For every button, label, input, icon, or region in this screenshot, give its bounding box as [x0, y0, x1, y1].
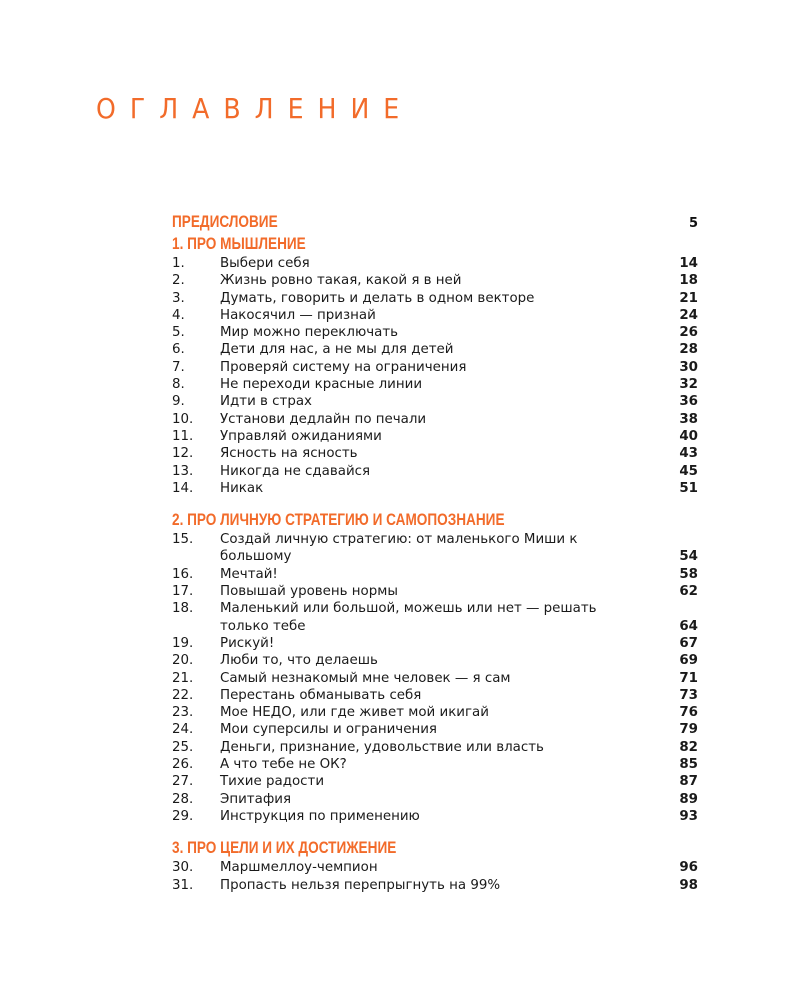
section-heading	[172, 510, 698, 530]
entry-number: 15.	[172, 532, 194, 548]
entry-page: 76	[679, 705, 698, 721]
entry-number: 10.	[172, 411, 194, 427]
section-title: 3. ПРО ЦЕЛИ И ИХ ДОСТИЖЕНИЕ	[172, 838, 397, 858]
entry-number: 20.	[172, 653, 194, 669]
section-heading	[172, 234, 698, 254]
section-title: 2. ПРО ЛИЧНУЮ СТРАТЕГИЮ И САМОПОЗНАНИЕ	[172, 510, 505, 530]
toc-entry	[172, 652, 698, 669]
entry-title: Выбери себя	[220, 256, 310, 271]
entry-page: 67	[679, 635, 698, 651]
toc-entry	[172, 635, 698, 652]
entry-title: Не переходи красные линии	[220, 377, 423, 393]
entry-page: 14	[679, 256, 698, 271]
entry-title: Рискуй!	[220, 635, 275, 651]
entry-title: Управляй ожиданиями	[220, 428, 382, 444]
entry-number: 30.	[172, 860, 194, 876]
entry-title: Мое НЕДО, или где живет мой икигай	[220, 705, 489, 721]
toc-section	[172, 234, 698, 497]
page-title: ОГЛАВЛЕНИЕ	[96, 92, 414, 125]
entry-page: 28	[679, 342, 698, 358]
entry-page: 62	[679, 584, 698, 600]
entry-title: Проверяй систему на ограничения	[220, 359, 467, 375]
entry-number: 18.	[172, 601, 194, 617]
toc-entry	[172, 428, 698, 445]
entry-page: 51	[679, 480, 698, 496]
toc-entry	[172, 324, 698, 341]
toc-entry	[172, 877, 698, 894]
entry-title: Самый незнакомый мне человек — я сам	[220, 670, 511, 686]
entry-number: 9.	[172, 394, 185, 410]
entry-number: 28.	[172, 791, 194, 807]
toc-entry	[172, 566, 698, 583]
toc-entry	[172, 445, 698, 462]
entry-list	[172, 255, 698, 497]
section-heading	[172, 838, 698, 858]
toc-entry	[172, 756, 698, 773]
toc-section	[172, 510, 698, 825]
entry-page: 98	[679, 877, 698, 893]
entry-page: 45	[679, 463, 698, 479]
toc-entry	[172, 704, 698, 721]
entry-title: Пропасть нельзя перепрыгнуть на 99%	[220, 877, 501, 893]
entry-page: 30	[679, 359, 698, 375]
entry-title: Люби то, что делаешь	[220, 653, 378, 669]
entry-number: 19.	[172, 635, 194, 651]
entry-number: 21.	[172, 670, 194, 686]
entry-title: А что тебе не ОК?	[220, 757, 347, 773]
entry-page: 24	[679, 307, 698, 323]
entry-title: Маленький или большой, можешь или нет — решать только тебе	[220, 601, 597, 634]
entry-page: 79	[679, 722, 698, 738]
entry-page: 54	[679, 549, 698, 565]
entry-page: 82	[679, 739, 698, 755]
entry-page: 69	[679, 653, 698, 669]
toc-entry	[172, 739, 698, 756]
entry-page: 26	[679, 325, 698, 341]
entry-title: Эпитафия	[220, 791, 292, 807]
entry-number: 24.	[172, 722, 194, 738]
toc-entry	[172, 791, 698, 808]
entry-title: Дети для нас, а не мы для детей	[220, 342, 454, 358]
entry-number: 7.	[172, 359, 185, 375]
toc-entry	[172, 341, 698, 358]
entry-title: Мои суперсилы и ограничения	[220, 722, 437, 738]
toc-entry	[172, 480, 698, 497]
entry-page: 38	[679, 411, 698, 427]
entry-list	[172, 859, 698, 894]
table-of-contents	[172, 212, 698, 894]
entry-title: Жизнь ровно такая, какой я в ней	[220, 273, 462, 289]
entry-number: 13.	[172, 463, 194, 479]
entry-list	[172, 531, 698, 825]
entry-title: Никогда не сдавайся	[220, 463, 371, 479]
entry-number: 8.	[172, 377, 185, 393]
entry-number: 6.	[172, 342, 185, 358]
entry-page: 32	[679, 377, 698, 393]
toc-entry	[172, 583, 698, 600]
entry-title: Перестань обманывать себя	[220, 687, 422, 703]
entry-page: 96	[679, 860, 698, 876]
entry-number: 2.	[172, 273, 185, 289]
toc-entry	[172, 773, 698, 790]
entry-number: 27.	[172, 774, 194, 790]
toc-section	[172, 838, 698, 894]
entry-number: 23.	[172, 705, 194, 721]
toc-entry	[172, 359, 698, 376]
section-title: 1. ПРО МЫШЛЕНИЕ	[172, 234, 306, 253]
toc-entry	[172, 808, 698, 825]
entry-title: Думать, говорить и делать в одном векторе	[220, 290, 535, 306]
toc-entry	[172, 411, 698, 428]
entry-title: Инструкция по применению	[220, 808, 420, 824]
toc-entry	[172, 721, 698, 738]
toc-entry	[172, 463, 698, 480]
entry-page: 18	[679, 273, 698, 289]
toc-entry	[172, 670, 698, 687]
toc-entry	[172, 272, 698, 289]
toc-entry	[172, 531, 698, 566]
entry-title: Никак	[220, 480, 264, 496]
entry-title: Идти в страх	[220, 394, 312, 410]
entry-title: Создай личную стратегию: от маленького Миши к большому	[220, 532, 578, 565]
entry-title: Мир можно переключать	[220, 325, 399, 341]
toc-entry	[172, 393, 698, 410]
entry-number: 3.	[172, 290, 185, 306]
entry-title: Деньги, признание, удовольствие или власть	[220, 739, 544, 755]
entry-page: 85	[679, 757, 698, 773]
entry-title: Установи дедлайн по печали	[220, 411, 427, 427]
toc-entry	[172, 290, 698, 307]
sections-container	[172, 234, 698, 894]
preface-heading	[172, 212, 698, 234]
entry-title: Маршмеллоу-чемпион	[220, 860, 378, 876]
entry-title: Повышай уровень нормы	[220, 584, 398, 600]
entry-page: 73	[679, 687, 698, 703]
entry-number: 22.	[172, 687, 194, 703]
preface-section	[172, 212, 698, 234]
preface-page: 5	[688, 216, 698, 231]
entry-title: Ясность на ясность	[220, 446, 358, 462]
entry-page: 58	[679, 566, 698, 582]
entry-title: Накосячил — признай	[220, 307, 376, 323]
entry-page: 36	[679, 394, 698, 410]
toc-entry	[172, 687, 698, 704]
entry-number: 5.	[172, 325, 185, 341]
entry-page: 21	[679, 290, 698, 306]
entry-title: Мечтай!	[220, 566, 278, 582]
entry-page: 93	[679, 808, 698, 824]
entry-number: 26.	[172, 757, 194, 773]
entry-number: 25.	[172, 739, 194, 755]
entry-title: Тихие радости	[220, 774, 325, 790]
entry-number: 14.	[172, 480, 194, 496]
entry-page: 40	[679, 428, 698, 444]
entry-number: 11.	[172, 428, 194, 444]
entry-page: 43	[679, 446, 698, 462]
toc-entry	[172, 859, 698, 876]
entry-number: 17.	[172, 584, 194, 600]
entry-page: 87	[679, 774, 698, 790]
entry-number: 31.	[172, 877, 194, 893]
toc-entry	[172, 255, 698, 272]
entry-page: 89	[679, 791, 698, 807]
entry-number: 29.	[172, 808, 194, 824]
entry-page: 71	[679, 670, 698, 686]
entry-number: 1.	[172, 256, 185, 271]
toc-entry	[172, 600, 698, 635]
entry-number: 16.	[172, 566, 194, 582]
preface-title: ПРЕДИСЛОВИЕ	[172, 212, 278, 231]
entry-number: 12.	[172, 446, 194, 462]
entry-number: 4.	[172, 307, 185, 323]
toc-entry	[172, 376, 698, 393]
entry-page: 64	[679, 618, 698, 634]
toc-entry	[172, 307, 698, 324]
